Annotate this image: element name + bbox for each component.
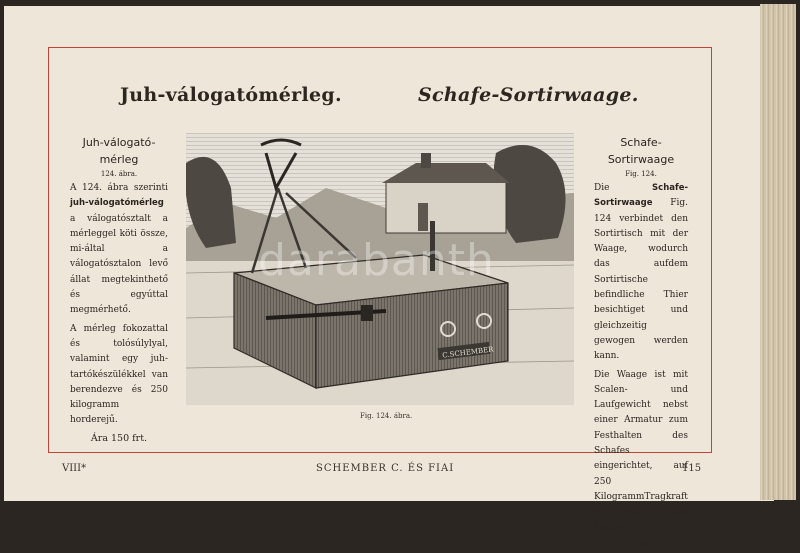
right-p1-bold: Schafe-Sortirwaage xyxy=(594,183,688,209)
right-price: fl. 150.— xyxy=(620,539,664,551)
left-heading-2: mérleg xyxy=(99,153,139,166)
left-heading-1: Juh-válogató- xyxy=(82,136,156,149)
farmhouse-door xyxy=(418,203,428,231)
page-number: 115 xyxy=(682,463,702,474)
right-p1-intro: Die xyxy=(594,183,610,193)
maker-plate: C.SCHEMBER xyxy=(441,345,494,360)
right-figure-ref: Fig. 124. xyxy=(625,170,657,178)
left-paragraph-2: A mérleg fokozattal és tolósúlylyal, valamint egy juh-tartókészülékkel van berendezve és 250 kilogramm horderejű. xyxy=(70,323,168,426)
left-paragraph-1 xyxy=(70,181,168,319)
right-heading-2: Sortirwaage xyxy=(607,153,675,166)
farmhouse xyxy=(386,181,506,233)
sliding-weight xyxy=(361,305,373,321)
left-p1-body: a válogatósztalt a mérleggel köti össze, mi-által a válogatósztalon levő állat megtekinthető és egyúttal megmérhető. xyxy=(70,213,168,316)
book-page-edges xyxy=(760,4,796,500)
figure-caption: Fig. 124. ábra. xyxy=(360,412,413,420)
left-figure-ref: 124. ábra. xyxy=(100,170,138,178)
right-column xyxy=(594,134,688,553)
title-german: Schafe-Sortirwaage. xyxy=(418,84,639,106)
left-p1-intro: A 124. ábra szerinti xyxy=(70,183,168,193)
right-p1-body: Fig. 124 verbindet den Sortirtisch mit der Waage, wodurch das aufdem Sortirtische befindliche Thier besichtiget und gleichzeitig gewogen werden kann. xyxy=(594,198,688,362)
left-p1-bold: juh-válogatómérleg xyxy=(70,198,164,209)
left-price: Ára 150 frt. xyxy=(90,432,148,444)
title-hungarian: Juh-válogatómérleg. xyxy=(120,84,342,106)
footer-left: VIII* xyxy=(62,463,87,474)
right-paragraph-1 xyxy=(594,181,688,365)
chimney xyxy=(421,153,431,168)
footer-publisher: SCHEMBER C. ÉS FIAI xyxy=(316,463,455,474)
right-heading-1: Schafe- xyxy=(620,136,662,149)
right-paragraph-2: Die Waage ist mit Scalen- und Laufgewicht nebst einer Armatur zum Festhalten des Schafes eingerichtet, auf 250 KilogrammTragkraft berechnet und kostet xyxy=(594,369,688,533)
watermark: darabanth xyxy=(258,235,495,286)
left-column xyxy=(70,134,168,446)
